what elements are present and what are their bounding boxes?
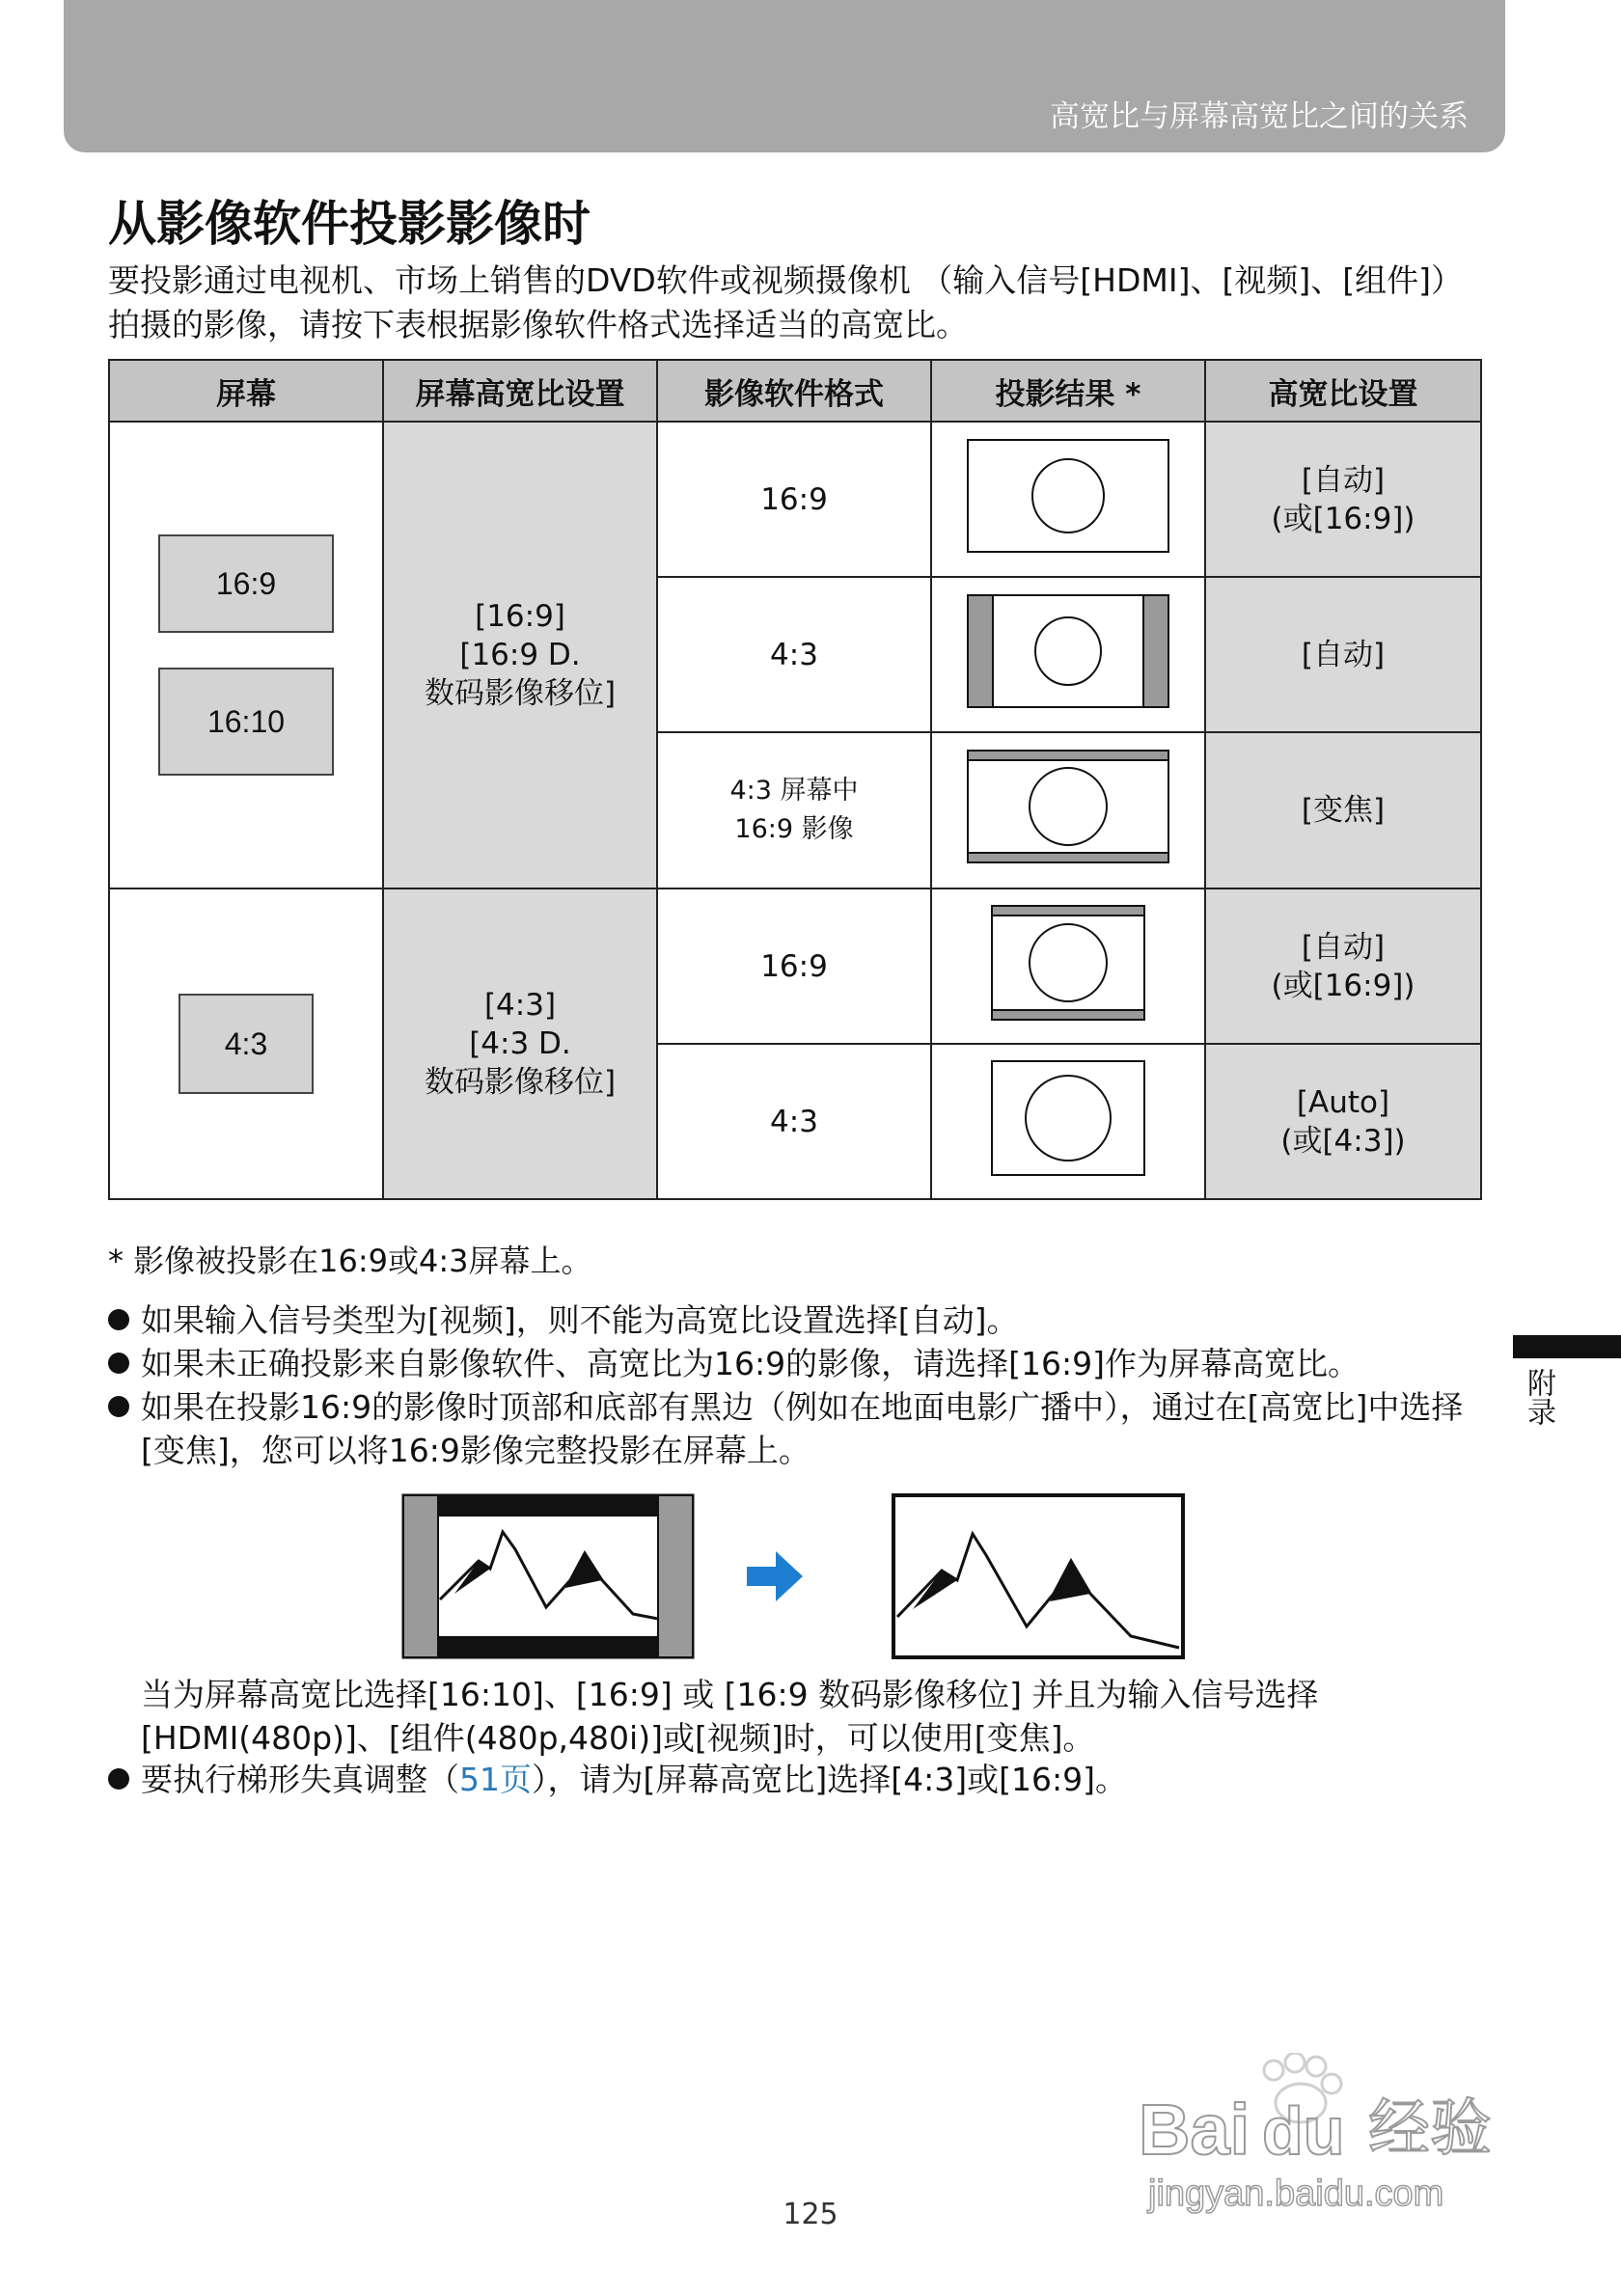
bullet-icon (108, 1353, 129, 1374)
list-item: 如果输入信号类型为[视频]，则不能为高宽比设置选择[自动]。 (108, 1298, 1497, 1342)
screen-pillarbox-circle-icon (966, 593, 1170, 709)
screen-16-10-box: 16:10 (158, 668, 334, 776)
list-item: 要执行梯形失真调整（51页），请为[屏幕高宽比]选择[4:3]或[16:9]。 (108, 1758, 1530, 1801)
screen-letterbox-circle-icon (990, 904, 1146, 1022)
aspect-line: [自动] (1301, 929, 1386, 965)
aspect-line: (或[16:9]) (1271, 968, 1415, 1003)
aspect-table (108, 359, 1482, 1200)
bullet-list (108, 1298, 1497, 1472)
setting-line: [16:9] (475, 599, 565, 634)
result-cell (931, 1044, 1205, 1199)
page-title: 从影像软件投影影像时 (108, 196, 591, 252)
watermark-cn: 经验 (1368, 2093, 1492, 2165)
side-tab-label: 附录 (1522, 1368, 1555, 1426)
format-cell: 16:9 (657, 888, 931, 1044)
format-line: 16:9 影像 (734, 814, 854, 844)
setting-line: [4:3 D. (469, 1026, 571, 1061)
after-image (893, 1495, 1183, 1657)
aspect-line: [Auto] (1296, 1084, 1390, 1120)
screen-16-9-box: 16:9 (158, 534, 334, 633)
list-item: 如果在投影16:9的影像时顶部和底部有黑边（例如在地面电影广播中），通过在[高宽比]中选择[变焦]，您可以将16:9影像完整投影在屏幕上。 (108, 1385, 1497, 1472)
illustration-caption: 当为屏幕高宽比选择[16:10]、[16:9] 或 [16:9 数码影像移位] 并且为输入信号选择[HDMI(480p)]、[组件(480p,480i)]或[视频]时，可以使用[变焦]。 (141, 1676, 1319, 1757)
screen-cell-standard (109, 888, 383, 1199)
setting-line: [16:9 D. (459, 638, 581, 672)
format-line: 4:3 屏幕中 (729, 776, 859, 806)
result-cell (931, 422, 1205, 577)
format-cell: 4:3 (657, 577, 931, 732)
aspect-setting-cell: [自动] (1205, 577, 1481, 732)
watermark-brand: Bai (1139, 2090, 1250, 2170)
header-aspect-setting: 高宽比设置 (1205, 360, 1481, 422)
screen-full-circle-icon (966, 438, 1170, 554)
table-header-row (109, 360, 1481, 422)
result-cell (931, 888, 1205, 1044)
bullet-icon (108, 1309, 129, 1330)
setting-line: 数码影像移位] (424, 676, 617, 711)
format-cell: 4:3 (657, 1044, 931, 1199)
aspect-line: (或[16:9]) (1271, 501, 1415, 536)
list-item: 如果未正确投影来自影像软件、高宽比为16:9的影像，请选择[16:9]作为屏幕高宽比。 (108, 1342, 1497, 1385)
format-cell: 16:9 (657, 422, 931, 577)
result-cell (931, 577, 1205, 732)
aspect-setting-cell (1205, 422, 1481, 577)
screen-aspect-setting-cell (383, 422, 657, 888)
intro-paragraph: 要投影通过电视机、市场上销售的DVD软件或视频摄像机 （输入信号[HDMI]、[视频]、[组件]）拍摄的影像，请按下表根据影像软件格式选择适当的高宽比。 (108, 261, 1463, 343)
setting-line: [4:3] (483, 988, 557, 1023)
watermark (1139, 2053, 1525, 2217)
section-title: 高宽比与屏幕高宽比之间的关系 (1050, 99, 1469, 134)
header-projection-result: 投影结果 * (931, 360, 1205, 422)
page-number: 125 (783, 2198, 838, 2231)
header-screen-aspect: 屏幕高宽比设置 (383, 360, 657, 422)
aspect-setting-cell (1205, 1044, 1481, 1199)
format-cell (657, 732, 931, 888)
aspect-line: [自动] (1301, 462, 1386, 498)
aspect-line: (或[4:3]) (1280, 1123, 1406, 1159)
bullet-icon (108, 1396, 129, 1417)
page-link[interactable]: 51页 (459, 1761, 532, 1798)
header-software-format: 影像软件格式 (657, 360, 931, 422)
header-bar (64, 0, 1505, 152)
screen-4-3-box: 4:3 (179, 994, 314, 1094)
footnote: * 影像被投影在16:9或4:3屏幕上。 (108, 1243, 592, 1279)
screen-full-circle-icon (990, 1059, 1146, 1177)
setting-line: 数码影像移位] (424, 1065, 617, 1100)
watermark-url: jingyan.baidu.com (1148, 2173, 1444, 2214)
before-image (403, 1495, 693, 1657)
screen-cell-wide (109, 422, 383, 888)
arrow-icon (747, 1551, 803, 1601)
aspect-setting-cell (1205, 888, 1481, 1044)
bullet-icon (108, 1768, 129, 1790)
aspect-setting-cell: [变焦] (1205, 732, 1481, 888)
table-row (109, 888, 1481, 1044)
side-tab-marker (1513, 1335, 1621, 1358)
screen-aspect-setting-cell (383, 888, 657, 1199)
table-row (109, 422, 1481, 577)
watermark-brand2: du (1262, 2093, 1345, 2169)
result-cell (931, 732, 1205, 888)
zoom-illustration (401, 1493, 1185, 1663)
screen-letterbox-circle-icon (966, 749, 1170, 864)
header-screen: 屏幕 (109, 360, 383, 422)
